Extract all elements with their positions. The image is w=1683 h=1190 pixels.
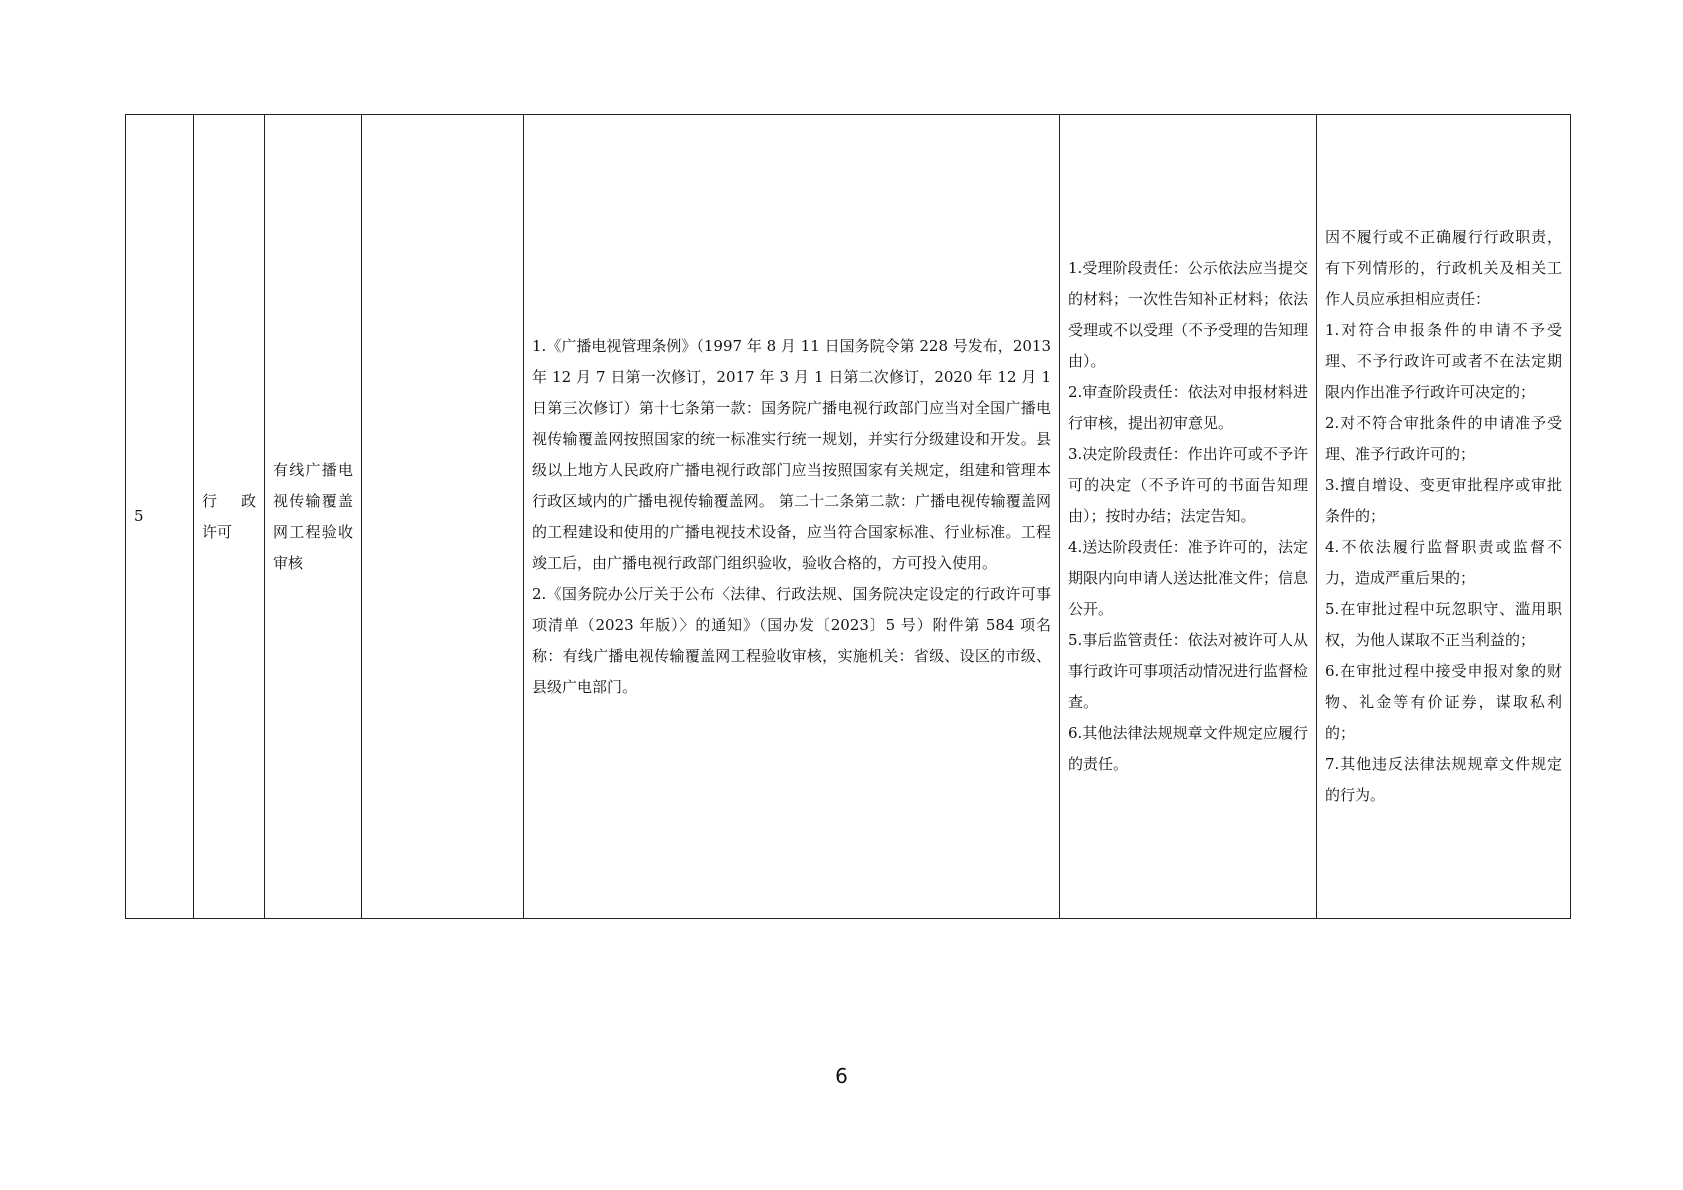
page-number: 6 [835, 1064, 848, 1088]
legal-basis-paragraph: 2.《国务院办公厅关于公布〈法律、行政法规、国务院决定设定的行政许可事项清单（2023 年版）〉的通知》（国办发〔2023〕5 号）附件第 584 项名称：有线广播电视传输覆盖网工程验收审核，实施机关：省级、设区的市级、县级广电部门。 [532, 584, 1051, 696]
accountability-item: 1.对符合申报条件的申请不予受理、不予行政许可或者不在法定期限内作出准予行政许可决定的； [1325, 321, 1562, 401]
responsibility-item: 4.送达阶段责任：准予许可的，法定期限内向申请人送达批准文件；信息公开。 [1068, 538, 1309, 618]
accountability-item: 6.在审批过程中接受申报对象的财物、礼金等有价证券，谋取私利的； [1325, 662, 1562, 742]
cell-responsibilities [1060, 115, 1317, 919]
responsibility-item: 1.受理阶段责任：公示依法应当提交的材料；一次性告知补正材料；依法受理或不以受理（不予受理的告知理由）。 [1068, 259, 1309, 370]
accountability-item: 7.其他违反法律法规规章文件规定的行为。 [1325, 755, 1562, 804]
responsibility-item: 3.决定阶段责任：作出许可或不予许可的决定（不予许可的书面告知理由）；按时办结；法定告知。 [1068, 445, 1308, 525]
legal-basis-paragraph: 1.《广播电视管理条例》（1997 年 8 月 11 日国务院令第 228 号发布，2013 年 12 月 7 日第一次修订，2017 年 3 月 1 日第二次修订，2020 年 12 月 1 日第三次修订）第十七条第一款：国务院广播电视行政部门应当对全国广播电视传输覆盖网按照国家的统一标准实行统一规划，并实行分级建设和开发。县级以上地方人民政府广播电视行政部门应当按照国家有关规定，组建和管理本行政区域内的广播电视传输覆盖网。 第二十二条第二款：广播电视传输覆盖网的工程建设和使用的广播电视技术设备，应当符合国家标准、行业标准。工程竣工后，由广播电视行政部门组织验收，验收合格的，方可投入使用。 [532, 336, 1051, 572]
accountability-item: 2.对不符合审批条件的申请准予受理、准予行政许可的； [1325, 414, 1562, 463]
accountability-item: 4.不依法履行监督职责或监督不力，造成严重后果的； [1325, 538, 1562, 587]
cell-accountability [1317, 115, 1571, 919]
responsibility-item: 2.审查阶段责任：依法对申报材料进行审核，提出初审意见。 [1068, 383, 1308, 432]
accountability-item: 5.在审批过程中玩忽职守、滥用职权，为他人谋取不正当利益的； [1325, 600, 1562, 649]
cell-legal-basis [524, 115, 1060, 919]
accountability-item: 因不履行或不正确履行行政职责，有下列情形的，行政机关及相关工作人员应承担相应责任： [1325, 228, 1562, 308]
responsibility-table [125, 114, 1571, 919]
responsibility-item: 5.事后监管责任：依法对被许可人从事行政许可事项活动情况进行监督检查。 [1068, 631, 1309, 711]
cell-power-type: 行 政许可 [194, 115, 265, 919]
cell-sub-item [362, 115, 524, 919]
cell-item-name: 有线广播电视传输覆盖网工程验收审核 [265, 115, 362, 919]
cell-number: 5 [126, 115, 194, 919]
responsibility-item: 6.其他法律法规规章文件规定应履行的责任。 [1068, 724, 1308, 773]
table-row [126, 115, 1571, 919]
accountability-item: 3.擅自增设、变更审批程序或审批条件的； [1325, 476, 1562, 525]
